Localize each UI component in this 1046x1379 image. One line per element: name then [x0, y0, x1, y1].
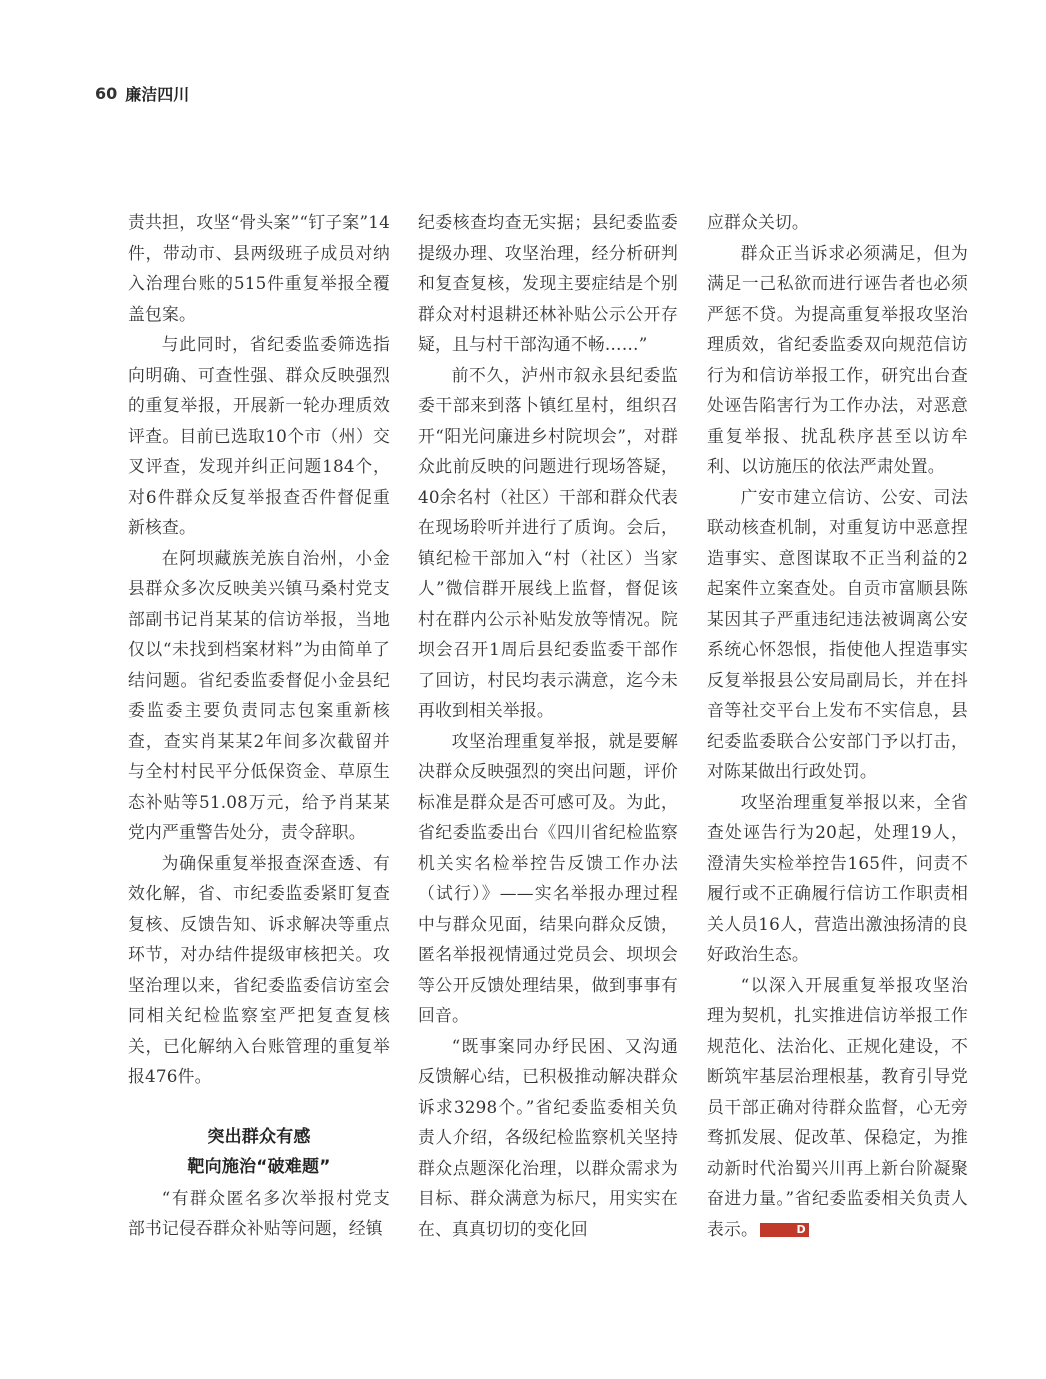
- page-number: 60: [95, 84, 118, 103]
- paragraph: 在阿坝藏族羌族自治州，小金县群众多次反映美兴镇马桑村党支部副书记肖某某的信访举报，当地仅以“未找到档案材料”为由简单了结问题。省纪委监委督促小金县纪委监委主要负责同志包案重新核查，查实肖某某2年间多次截留并与全村村民平分低保资金、草原生态补贴等51.08万元，给予肖某某党内严重警告处分，责令辞职。: [128, 547, 390, 842]
- paragraph: 攻坚治理重复举报，就是要解决群众反映强烈的突出问题，评价标准是群众是否可感可及。为此，省纪委监委出台《四川省纪检监察机关实名检举控告反馈工作办法（试行）》——实名举报办理过程中与群众见面，结果向群众反馈，匿名举报视情通过党员会、坝坝会等公开反馈处理结果，做到事事有回音。: [418, 730, 678, 1025]
- article-column-3: [707, 207, 968, 1244]
- article-column-2: [418, 207, 678, 1244]
- article-column-1: [128, 207, 390, 1244]
- article-end-mark-icon: D: [760, 1223, 809, 1237]
- paragraph: 应群众关切。: [707, 212, 809, 232]
- paragraph: 责共担，攻坚“骨头案”“钉子案”14件，带动市、县两级班子成员对纳入治理台账的515件重复举报全覆盖包案。: [128, 212, 390, 324]
- paragraph: 攻坚治理重复举报以来，全省查处诬告行为20起，处理19人，澄清失实检举控告165件，问责不履行或不正确履行信访工作职责相关人员16人，营造出激浊扬清的良好政治生态。: [707, 791, 968, 964]
- paragraph: “有群众匿名多次举报村党支部书记侵吞群众补贴等问题，经镇: [128, 1187, 390, 1238]
- paragraph: 纪委核查均查无实据；县纪委监委提级办理、攻坚治理，经分析研判和复查复核，发现主要症结是个别群众对村退耕还林补贴公示公开存疑，且与村干部沟通不畅……”: [418, 212, 678, 354]
- section-heading-line-2: 靶向施治“破难题”: [187, 1157, 331, 1177]
- section-heading: [128, 1122, 390, 1183]
- paragraph: 为确保重复举报查深查透、有效化解，省、市纪委监委紧盯复查复核、反馈告知、诉求解决等重点环节，对办结件提级审核把关。攻坚治理以来，省纪委监委信访室会同相关纪检监察室严把复查复核关，已化解纳入台账管理的重复举报476件。: [128, 852, 390, 1086]
- magazine-name: 廉洁四川: [125, 85, 190, 104]
- paragraph: “既事案同办纾民困、又沟通反馈解心结，已积极推动解决群众诉求3298个。”省纪委监委相关负责人介绍，各级纪检监察机关坚持群众点题深化治理，以群众需求为目标、群众满意为标尺，用实实在在、真真切切的变化回: [418, 1035, 678, 1239]
- paragraph: [707, 970, 968, 1245]
- page-header: [95, 82, 189, 105]
- paragraph-text: “以深入开展重复举报攻坚治理为契机，扎实推进信访举报工作规范化、法治化、正规化建设，不断筑牢基层治理根基，教育引导党员干部正确对待群众监督，心无旁骛抓发展、促改革、保稳定，为推动新时代治蜀兴川再上新台阶凝聚奋进力量。”省纪委监委相关负责人表示。: [707, 974, 968, 1239]
- section-heading-line-1: 突出群众有感: [207, 1126, 311, 1147]
- paragraph: 群众正当诉求必须满足，但为满足一己私欲而进行诬告者也必须严惩不贷。为提高重复举报攻坚治理质效，省纪委监委双向规范信访行为和信访举报工作，研究出台查处诬告陷害行为工作办法，对恶意重复举报、扰乱秩序甚至以访牟利、以访施压的依法严肃处置。: [707, 242, 968, 476]
- paragraph: 前不久，泸州市叙永县纪委监委干部来到落卜镇红星村，组织召开“阳光问廉进乡村院坝会”，对群众此前反映的问题进行现场答疑，40余名村（社区）干部和群众代表在现场聆听并进行了质询。会后，镇纪检干部加入“村（社区）当家人”微信群开展线上监督，督促该村在群内公示补贴发放等情况。院坝会召开1周后县纪委监委干部作了回访，村民均表示满意，迄今未再收到相关举报。: [418, 364, 678, 720]
- paragraph: 与此同时，省纪委监委筛选指向明确、可查性强、群众反映强烈的重复举报，开展新一轮办理质效评查。目前已选取10个市（州）交叉评查，发现并纠正问题184个，对6件群众反复举报查否件督促重新核查。: [128, 334, 390, 537]
- paragraph: 广安市建立信访、公安、司法联动核查机制，对重复访中恶意捏造事实、意图谋取不正当利益的2起案件立案查处。自贡市富顺县陈某因其子严重违纪违法被调离公安系统心怀怨恨，指使他人捏造事实反复举报县公安局副局长，并在抖音等社交平台上发布不实信息，县纪委监委联合公安部门予以打击，对陈某做出行政处罚。: [707, 486, 968, 781]
